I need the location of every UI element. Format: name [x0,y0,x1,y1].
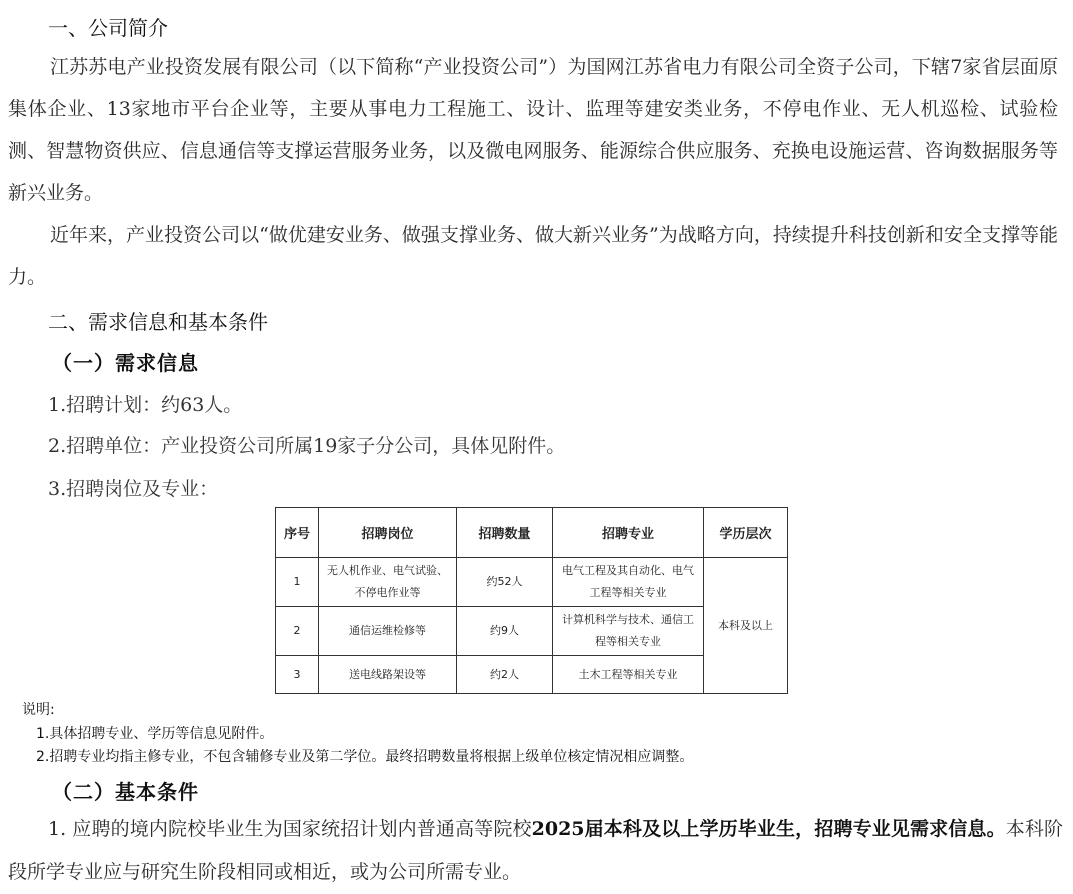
basic-condition-prefix: 1. 应聘的境内院校毕业生为国家统招计划内普通高等院校 [48,818,532,840]
cell-count: 约9人 [457,607,553,656]
table-row [276,558,788,607]
cell-major: 电气工程及其自动化、电气工程等相关专业 [553,558,704,607]
note-line-2: 2.招聘专业均指主修专业，不包含辅修专业及第二学位。最终招聘数量将根据上级单位核定情况相应调整。 [36,749,694,765]
cell-number: 3 [276,656,319,694]
cell-major: 土木工程等相关专业 [553,656,704,694]
notes-title: 说明: [22,702,55,718]
basic-condition-emphasis: 2025届本科及以上学历毕业生，招聘专业见需求信息。 [531,818,1006,840]
subheading-basic-conditions: （二）基本条件 [52,780,199,804]
th-major: 招聘专业 [553,508,704,558]
cell-number: 2 [276,607,319,656]
item-recruit-plan: 1.招聘计划：约63人。 [48,394,243,416]
th-count: 招聘数量 [457,508,553,558]
cell-position: 无人机作业、电气试验、不停电作业等 [319,558,457,607]
th-number: 序号 [276,508,319,558]
table-header-row [276,508,788,558]
section-heading-requirements: 二、需求信息和基本条件 [48,310,268,334]
th-position: 招聘岗位 [319,508,457,558]
company-intro-paragraph: 江苏苏电产业投资发展有限公司（以下简称“产业投资公司”）为国网江苏省电力有限公司全资子公司，下辖7家省层面原集体企业、13家地市平台企业等，主要从事电力工程施工、设计、监理等建安类业务，不停电作业、无人机巡检、试验检测、智慧物资供应、信息通信等支撑运营服务业务，以及微电网服务、能源综合供应服务、充换电设施运营、咨询数据服务等新兴业务。 [8,56,1058,204]
basic-condition-paragraph [8,808,1063,894]
item-recruit-unit: 2.招聘单位：产业投资公司所属19家子分公司，具体见附件。 [48,435,566,457]
th-education: 学历层次 [704,508,788,558]
cell-number: 1 [276,558,319,607]
subheading-demand-info: （一）需求信息 [52,351,199,375]
section-heading-company-intro: 一、公司简介 [48,16,168,40]
cell-major: 计算机科学与技术、通信工程等相关专业 [553,607,704,656]
cell-position: 通信运维检修等 [319,607,457,656]
cell-position: 送电线路架设等 [319,656,457,694]
note-line-1: 1.具体招聘专业、学历等信息见附件。 [36,726,274,742]
recruitment-table [275,507,788,694]
basic-condition-suffix: 本科阶段所学专业应与研究生阶段相同或相近，或为公司所需专业。 [8,818,1063,883]
strategy-paragraph: 近年来，产业投资公司以“做优建安业务、做强支撑业务、做大新兴业务”为战略方向，持续提升科技创新和安全支撑等能力。 [8,224,1058,288]
cell-count: 约52人 [457,558,553,607]
cell-count: 约2人 [457,656,553,694]
cell-education: 本科及以上 [704,558,788,694]
item-positions-majors: 3.招聘岗位及专业： [48,478,219,500]
